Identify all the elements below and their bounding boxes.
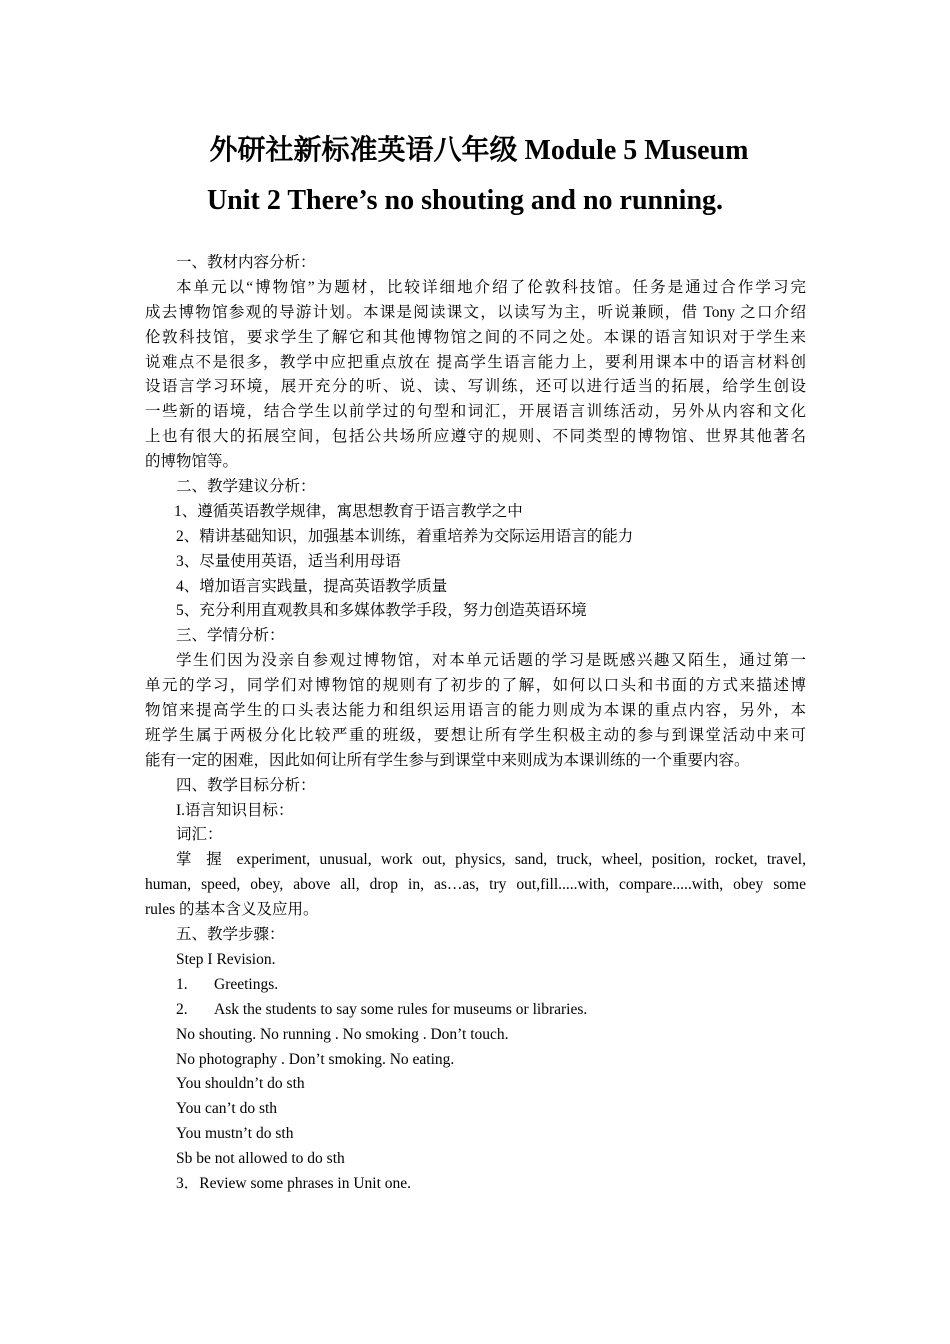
paragraph-line: 班学生属于两极分化比较严重的班级，要想让所有学生积极主动的参与到课堂活动中来可: [145, 726, 806, 744]
document-title: 外研社新标准英语八年级 Module 5 Museum: [209, 135, 749, 166]
rule-line: You mustn’t do sth: [176, 1125, 294, 1143]
paragraph-line: 学生们因为没亲自参观过博物馆，对本单元话题的学习是既感兴趣又陌生，通过第一: [176, 652, 806, 670]
rule-line: You can’t do sth: [176, 1100, 278, 1118]
paragraph-line: 物馆来提高学生的口头表达能力和组织运用语言的能力则成为本课的重点内容，另外，本: [145, 702, 806, 720]
subheading-vocabulary: 词汇：: [176, 826, 223, 844]
numbered-item: [145, 973, 806, 998]
paragraph-line: 说难点不是很多，教学中应把重点放在 提高学生语言能力上，要利用课本中的语言材料创: [145, 353, 806, 371]
document-subtitle: Unit 2 There’s no shouting and no running.: [206, 185, 724, 216]
section-heading-student-analysis: 三、学情分析：: [176, 627, 285, 645]
item-text: Ask the students to say some rules for museums or libraries.: [214, 1000, 588, 1018]
section-heading-teaching-suggestions: 二、教学建议分析：: [176, 478, 316, 496]
paragraph-line: 本单元以“博物馆”为题材，比较详细地介绍了伦敦科技馆。任务是通过合作学习完: [176, 278, 806, 296]
vocabulary-line: human, speed, obey, above all, drop in, as…as, try out,fill.....with, compare.....with, obey some: [145, 876, 806, 894]
document-body: [145, 251, 806, 1197]
paragraph-line: 一些新的语境，结合学生以前学过的句型和词汇，开展语言训练活动，另外从内容和文化: [145, 403, 806, 421]
vocabulary-line: 掌 握 experiment, unusual, work out, physics, sand, truck, wheel, position, rocket, travel,: [176, 851, 806, 869]
step-heading: Step I Revision.: [176, 950, 276, 968]
paragraph-line: 设语言学习环境，展开充分的听、说、读、写训练，还可以进行适当的拓展，给学生创设: [145, 378, 806, 396]
paragraph-line: 单元的学习，同学们对博物馆的规则有了初步的了解，如何以口头和书面的方式来描述博: [145, 677, 806, 695]
item-text: Greetings.: [214, 975, 279, 993]
rule-line: No photography . Don’t smoking. No eating.: [176, 1050, 455, 1068]
list-item: 5、充分利用直观教具和多媒体教学手段，努力创造英语环境: [176, 602, 587, 620]
section-heading-teaching-goals: 四、教学目标分析：: [176, 776, 316, 794]
vocabulary-line: rules 的基本含义及应用。: [145, 901, 319, 919]
list-item: 2、精讲基础知识，加强基本训练，着重培养为交际运用语言的能力: [176, 527, 634, 545]
rule-line: You shouldn’t do sth: [176, 1075, 305, 1093]
section-heading-textbook-analysis: 一、教材内容分析：: [176, 254, 316, 271]
list-item: 4、增加语言实践量，提高英语教学质量: [176, 577, 448, 595]
list-item: 3、尽量使用英语，适当利用母语: [176, 552, 401, 570]
section-heading-teaching-steps: 五、教学步骤：: [176, 926, 285, 944]
subheading-language-goals: I.语言知识目标：: [176, 801, 294, 819]
paragraph-line: 伦敦科技馆，要求学生了解它和其他博物馆之间的不同之处。本课的语言知识对于学生来: [145, 328, 806, 346]
rule-line: Sb be not allowed to do sth: [176, 1150, 345, 1168]
numbered-item: [145, 998, 806, 1023]
paragraph-line: 的博物馆等。: [145, 453, 239, 471]
item-number: 2.: [176, 1000, 188, 1018]
rule-line: No shouting. No running . No smoking . Don’t touch.: [176, 1025, 509, 1043]
item-number: 1.: [176, 975, 188, 993]
paragraph-line: 上也有很大的拓展空间，包括公共场所应遵守的规则、不同类型的博物馆、世界其他著名: [145, 428, 806, 446]
paragraph-line: 能有一定的困难，因此如何让所有学生参与到课堂中来则成为本课训练的一个重要内容。: [145, 751, 750, 769]
numbered-item: 3．Review some phrases in Unit one.: [176, 1174, 412, 1192]
list-item: 1、遵循英语教学规律，寓思想教育于语言教学之中: [174, 502, 523, 520]
paragraph-line: 成去博物馆参观的导游计划。本课是阅读课文，以读写为主，听说兼顾，借 Tony 之口介绍: [145, 303, 806, 321]
